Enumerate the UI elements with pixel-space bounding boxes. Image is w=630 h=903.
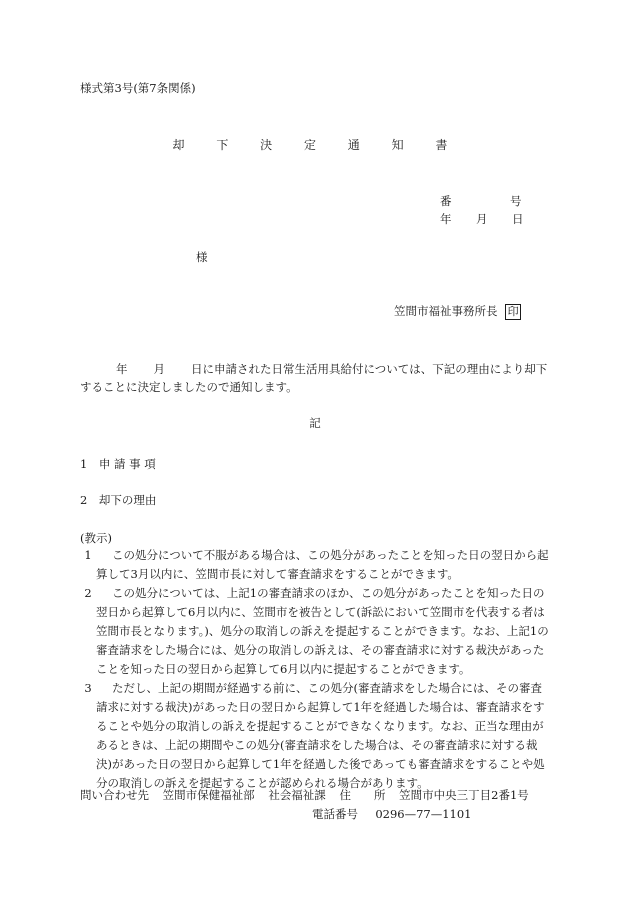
issuer-block (394, 303, 521, 320)
note-text: この処分について不服がある場合は、この処分があったことを知った日の翌日から起算して3月以内に、笠間市長に対して審査請求をすることができます。 (96, 548, 549, 581)
instruction-heading: (教示) (80, 531, 112, 545)
form-number-label: 様式第3号(第7条関係) (80, 81, 196, 95)
blank-year: 年 (116, 362, 128, 376)
date-day-label: 日 (512, 212, 524, 226)
notice-paragraph (80, 360, 552, 396)
note-number: 3 (84, 681, 92, 695)
instruction-note-1 (80, 546, 552, 584)
phone-line (312, 806, 471, 822)
item-rejection-reason: 2 却下の理由 (80, 493, 157, 507)
note-number: 1 (84, 548, 92, 562)
phone-label: 電話番号 (312, 807, 358, 821)
notice-text: 日に申請された日常生活用具給付については、下記の理由により却下することに決定しましたので通知します。 (80, 362, 548, 394)
seal-mark: 印 (505, 304, 521, 320)
note-text: ただし、上記の期間が経過する前に、この処分(審査請求をした場合には、その審査請求に対する裁決)があった日の翌日から起算して1年を経過した場合は、審査請求をすることや処分の取消しの訴えを提起することができなくなります。なお、正当な理由があるときは、上記の期間やこの処分(審査請求をした場合は、その審査請求に対する裁決)があった日の翌日から起算して1年を経過した後であっても審査請求をすることや処分の取消しの訴えを提起することが認められる場合があります。 (96, 681, 545, 790)
contact-line (80, 787, 539, 803)
ki-heading: 記 (309, 416, 321, 430)
date-month-label: 月 (476, 212, 488, 226)
document-number-label: 番 (440, 194, 452, 208)
contact-label: 問い合わせ先 (80, 788, 149, 802)
blank-month: 月 (153, 362, 165, 376)
note-text: この処分については、上記1の審査請求のほか、この処分があったことを知った日の翌日から起算して6月以内に、笠間市を被告として(訴訟において笠間市を代表する者は笠間市長となります。)、処分の取消しの訴えを提起することができます。なお、上記1の審査請求をした場合には、処分の取消しの訴えは、その審査請求に対する裁決があったことを知った日の翌日から起算して6月以内に提起することができます。 (96, 586, 549, 676)
document-number-suffix: 号 (510, 194, 522, 208)
note-number: 2 (84, 586, 92, 600)
contact-department: 笠間市保健福祉部 (162, 788, 255, 802)
instruction-note-3 (80, 679, 552, 793)
date-year-label: 年 (440, 212, 452, 226)
instruction-note-2 (80, 584, 552, 679)
issuer-name: 笠間市福祉事務所長 (394, 304, 498, 318)
contact-address-label: 住 所 (339, 788, 386, 802)
contact-section: 社会福祉課 (268, 788, 326, 802)
phone-number: 0296—77—1101 (375, 807, 472, 821)
item-application-matter: 1 申 請 事 項 (80, 457, 156, 471)
document-title: 却 下 決 定 通 知 書 (172, 138, 462, 152)
recipient-honorific: 様 (196, 250, 208, 264)
contact-address: 笠間市中央三丁目2番1号 (399, 788, 529, 802)
